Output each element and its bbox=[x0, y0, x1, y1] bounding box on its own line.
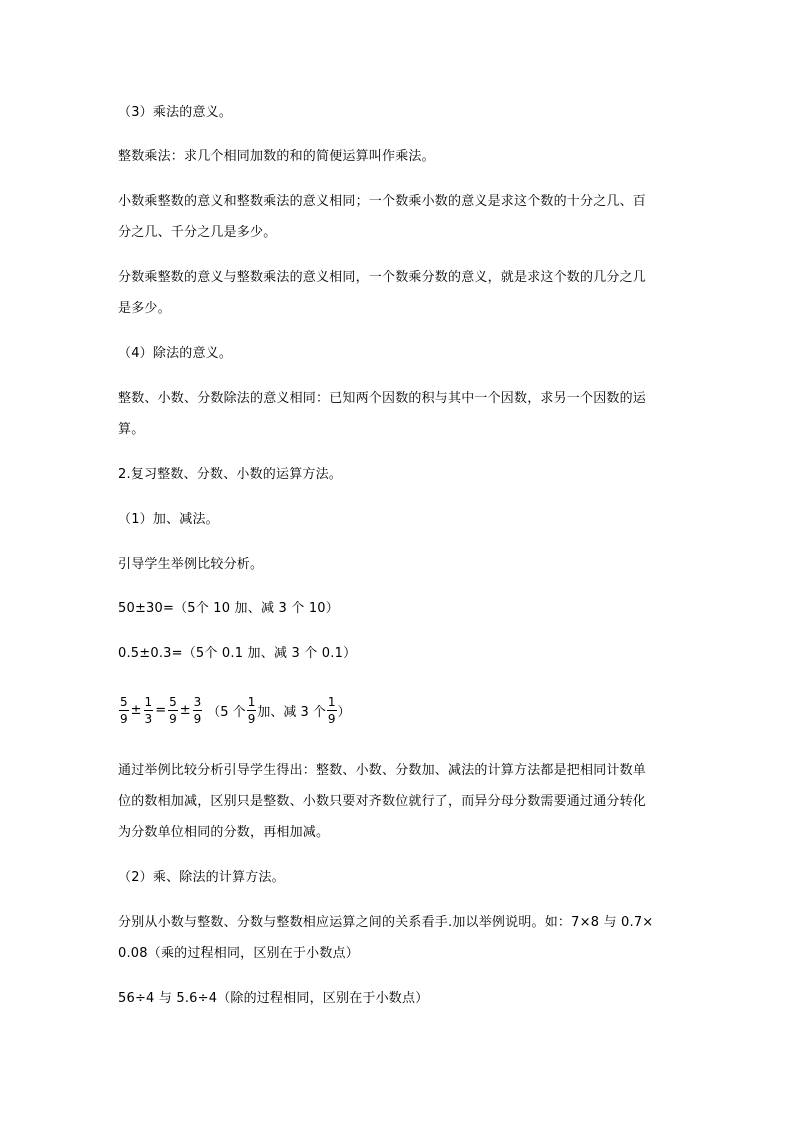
fraction-bar bbox=[119, 710, 129, 711]
heading-division-meaning: （4）除法的意义。 bbox=[118, 346, 233, 361]
plus-minus-sign: ± bbox=[130, 702, 142, 718]
paren-close-text: ） bbox=[337, 704, 351, 720]
paren-open-text: （5 个 bbox=[207, 704, 246, 720]
fraction-1-9 bbox=[247, 695, 257, 726]
fraction-bar bbox=[193, 710, 203, 711]
paragraph-division-line1: 整数、小数、分数除法的意义相同：已知两个因数的积与其中一个因数，求另一个因数的运 bbox=[118, 391, 647, 406]
fraction-bar bbox=[327, 710, 337, 711]
paragraph-guide-students: 引导学生举例比较分析。 bbox=[118, 557, 264, 572]
fraction-1-3 bbox=[144, 695, 154, 726]
fraction-bar bbox=[144, 710, 154, 711]
fraction-bar bbox=[247, 710, 257, 711]
paragraph-decimal-multiplication-line1: 小数乘整数的意义和整数乘法的意义相同；一个数乘小数的意义是求这个数的十分之几、百 bbox=[118, 194, 647, 209]
example-decimal-add-subtract: 0.5±0.3=（5个 0.1 加、减 3 个 0.1） bbox=[118, 646, 357, 661]
plus-minus-sign: ± bbox=[179, 702, 191, 718]
mid-text: 加、减 3 个 bbox=[257, 704, 326, 720]
fraction-numerator: 3 bbox=[193, 694, 202, 709]
equals-sign: = bbox=[155, 702, 167, 718]
example-integer-add-subtract: 50±30=（5个 10 加、减 3 个 10） bbox=[118, 601, 339, 616]
paragraph-multiply-divide-line1: 分别从小数与整数、分数与整数相应运算之间的关系看手.加以举例说明。如：7×8 与 0.7× bbox=[118, 915, 654, 930]
paragraph-conclusion-line3: 为分数单位相同的分数，再相加减。 bbox=[118, 825, 330, 840]
paragraph-decimal-multiplication-line2: 分之几、千分之几是多少。 bbox=[118, 225, 277, 240]
fraction-denominator: 9 bbox=[169, 711, 177, 726]
fraction-numerator: 5 bbox=[169, 694, 177, 709]
heading-multiplication-meaning: （3）乘法的意义。 bbox=[118, 105, 233, 120]
fraction-denominator: 9 bbox=[120, 711, 128, 726]
fraction-numerator: 1 bbox=[327, 694, 336, 709]
fraction-denominator: 9 bbox=[193, 711, 202, 726]
example-division: 56÷4 与 5.6÷4（除的过程相同，区别在于小数点） bbox=[118, 991, 429, 1006]
fraction-denominator: 3 bbox=[144, 711, 153, 726]
paragraph-multiply-divide-line2: 0.08（乘的过程相同，区别在于小数点） bbox=[118, 946, 359, 961]
fraction-numerator: 1 bbox=[144, 694, 153, 709]
fraction-denominator: 9 bbox=[247, 711, 256, 726]
paragraph-fraction-multiplication-line1: 分数乘整数的意义与整数乘法的意义相同，一个数乘分数的意义，就是求这个数的几分之几 bbox=[118, 270, 647, 285]
paragraph-conclusion-line2: 位的数相加减，区别只是整数、小数只要对齐数位就行了，而异分母分数需要通过通分转化 bbox=[118, 794, 647, 809]
paragraph-division-line2: 算。 bbox=[118, 422, 145, 437]
paragraph-conclusion-line1: 通过举例比较分析引导学生得出：整数、小数、分数加、减法的计算方法都是把相同计数单 bbox=[118, 763, 647, 778]
fraction-5-9 bbox=[119, 695, 129, 726]
fraction-bar bbox=[168, 710, 178, 711]
fraction-numerator: 5 bbox=[120, 694, 128, 709]
heading-review-operations: 2.复习整数、分数、小数的运算方法。 bbox=[118, 467, 343, 482]
heading-addition-subtraction: （1）加、减法。 bbox=[118, 512, 219, 527]
fraction-denominator: 9 bbox=[327, 711, 336, 726]
fraction-numerator: 1 bbox=[247, 694, 256, 709]
fraction-3-9 bbox=[193, 695, 203, 726]
paragraph-fraction-multiplication-line2: 是多少。 bbox=[118, 301, 171, 316]
fraction-5-9-b bbox=[168, 695, 178, 726]
fraction-1-9-b bbox=[327, 695, 337, 726]
example-fraction-add-subtract bbox=[118, 688, 351, 732]
heading-multiply-divide-methods: （2）乘、除法的计算方法。 bbox=[118, 870, 285, 885]
paragraph-integer-multiplication: 整数乘法：求几个相同加数的和的简便运算叫作乘法。 bbox=[118, 149, 435, 164]
